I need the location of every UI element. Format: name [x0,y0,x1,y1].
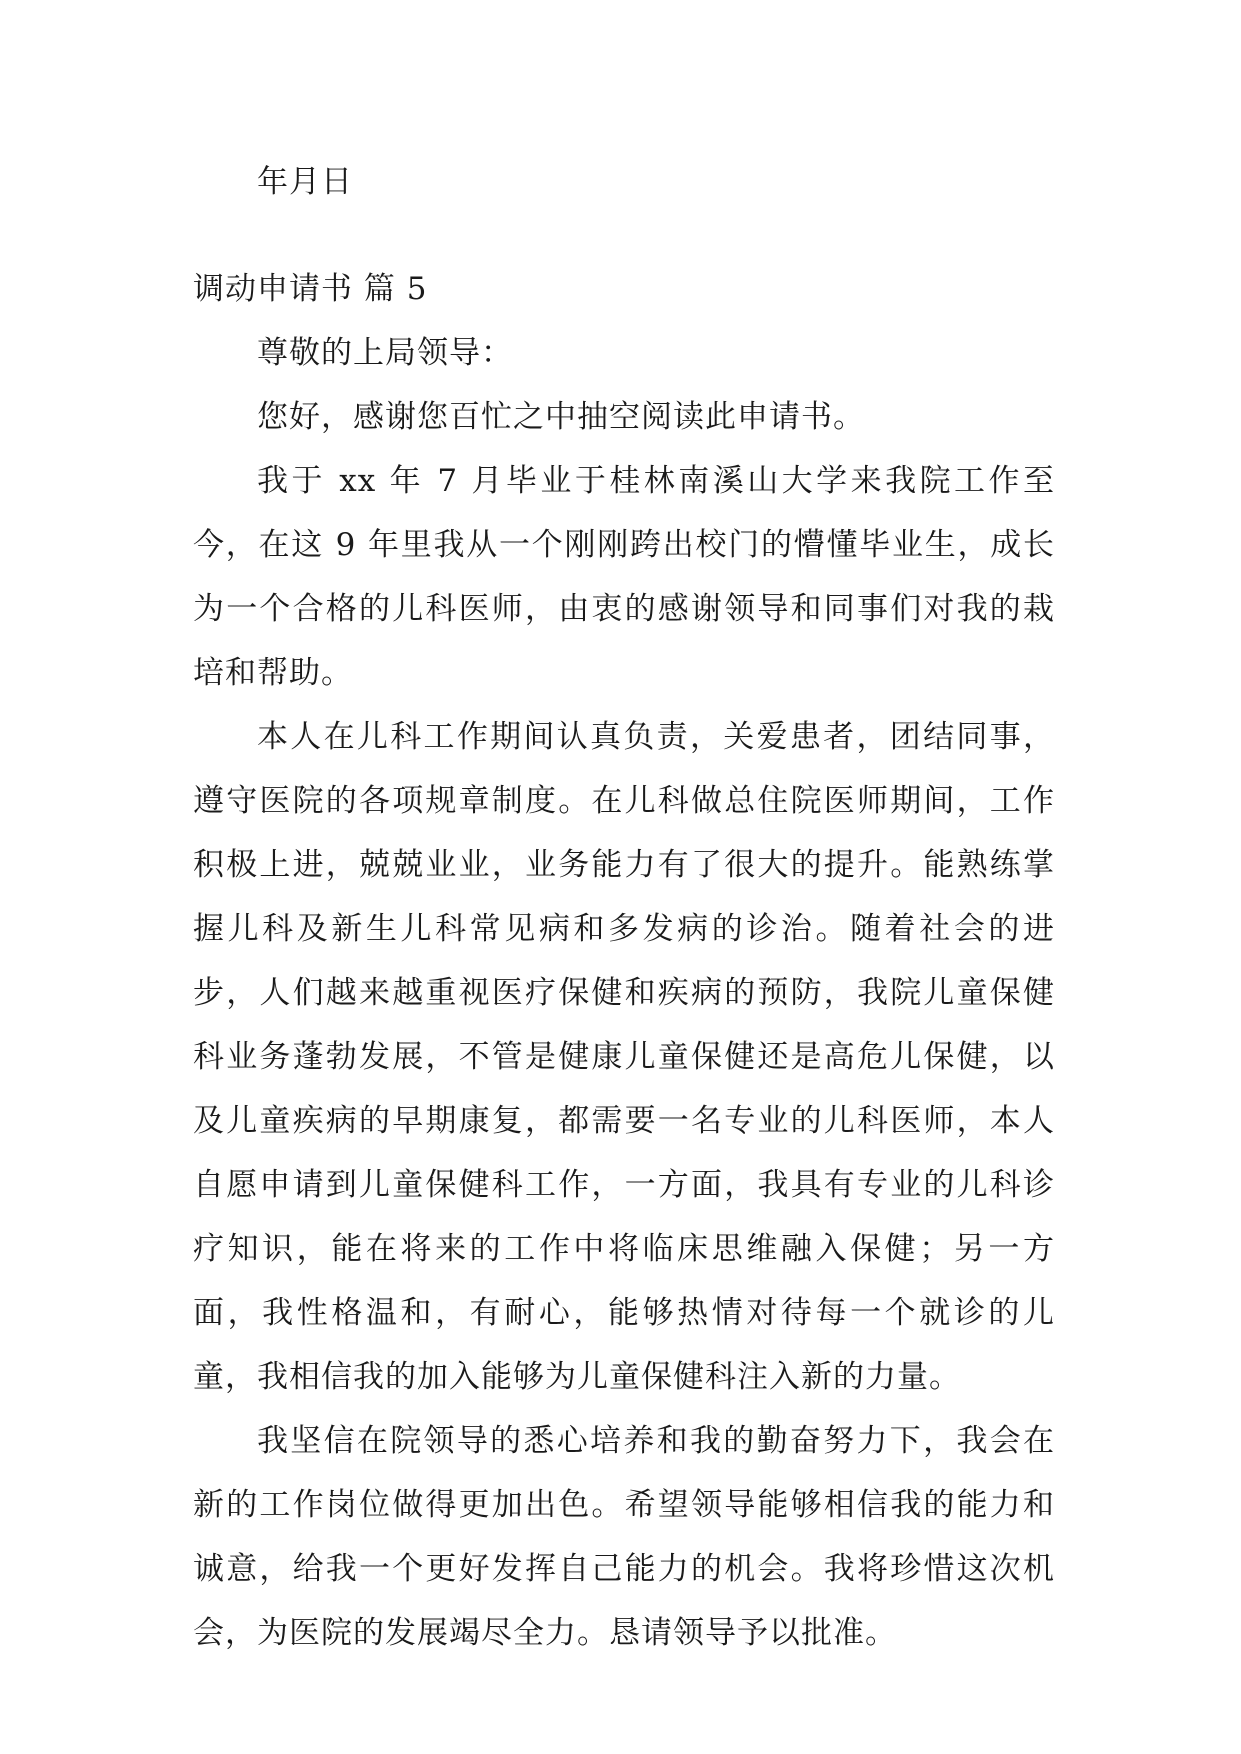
salutation: 尊敬的上局领导： [257,335,513,371]
paragraph-background: 我于 xx 年 7 月毕业于桂林南溪山大学来我院工作至今，在这 9 年里我从一个刚刚跨出校门的懵懂毕业生，成长为一个合格的儿科医师，由衷的感谢领导和同事们对我的栽培和帮助。 [193,463,1055,691]
document-body [193,150,1055,1665]
paragraph-reasons: 本人在儿科工作期间认真负责，关爱患者，团结同事，遵守医院的各项规章制度。在儿科做总住院医师期间，工作积极上进，兢兢业业，业务能力有了很大的提升。能熟练掌握儿科及新生儿科常见病和多发病的诊治。随着社会的进步，人们越来越重视医疗保健和疾病的预防，我院儿童保健科业务蓬勃发展，不管是健康儿童保健还是高危儿保健，以及儿童疾病的早期康复，都需要一名专业的儿科医师，本人自愿申请到儿童保健科工作，一方面，我具有专业的儿科诊疗知识，能在将来的工作中将临床思维融入保健；另一方面，我性格温和，有耐心，能够热情对待每一个就诊的儿童，我相信我的加入能够为儿童保健科注入新的力量。 [193,719,1055,1395]
date-line: 年月日 [257,164,353,200]
paragraph-greeting: 您好，感谢您百忙之中抽空阅读此申请书。 [257,399,865,435]
paragraph-closing: 我坚信在院领导的悉心培养和我的勤奋努力下，我会在新的工作岗位做得更加出色。希望领导能够相信我的能力和诚意，给我一个更好发挥自己能力的机会。我将珍惜这次机会，为医院的发展竭尽全力。恳请领导予以批准。 [193,1423,1055,1651]
section-title: 调动申请书 篇 5 [193,271,428,307]
